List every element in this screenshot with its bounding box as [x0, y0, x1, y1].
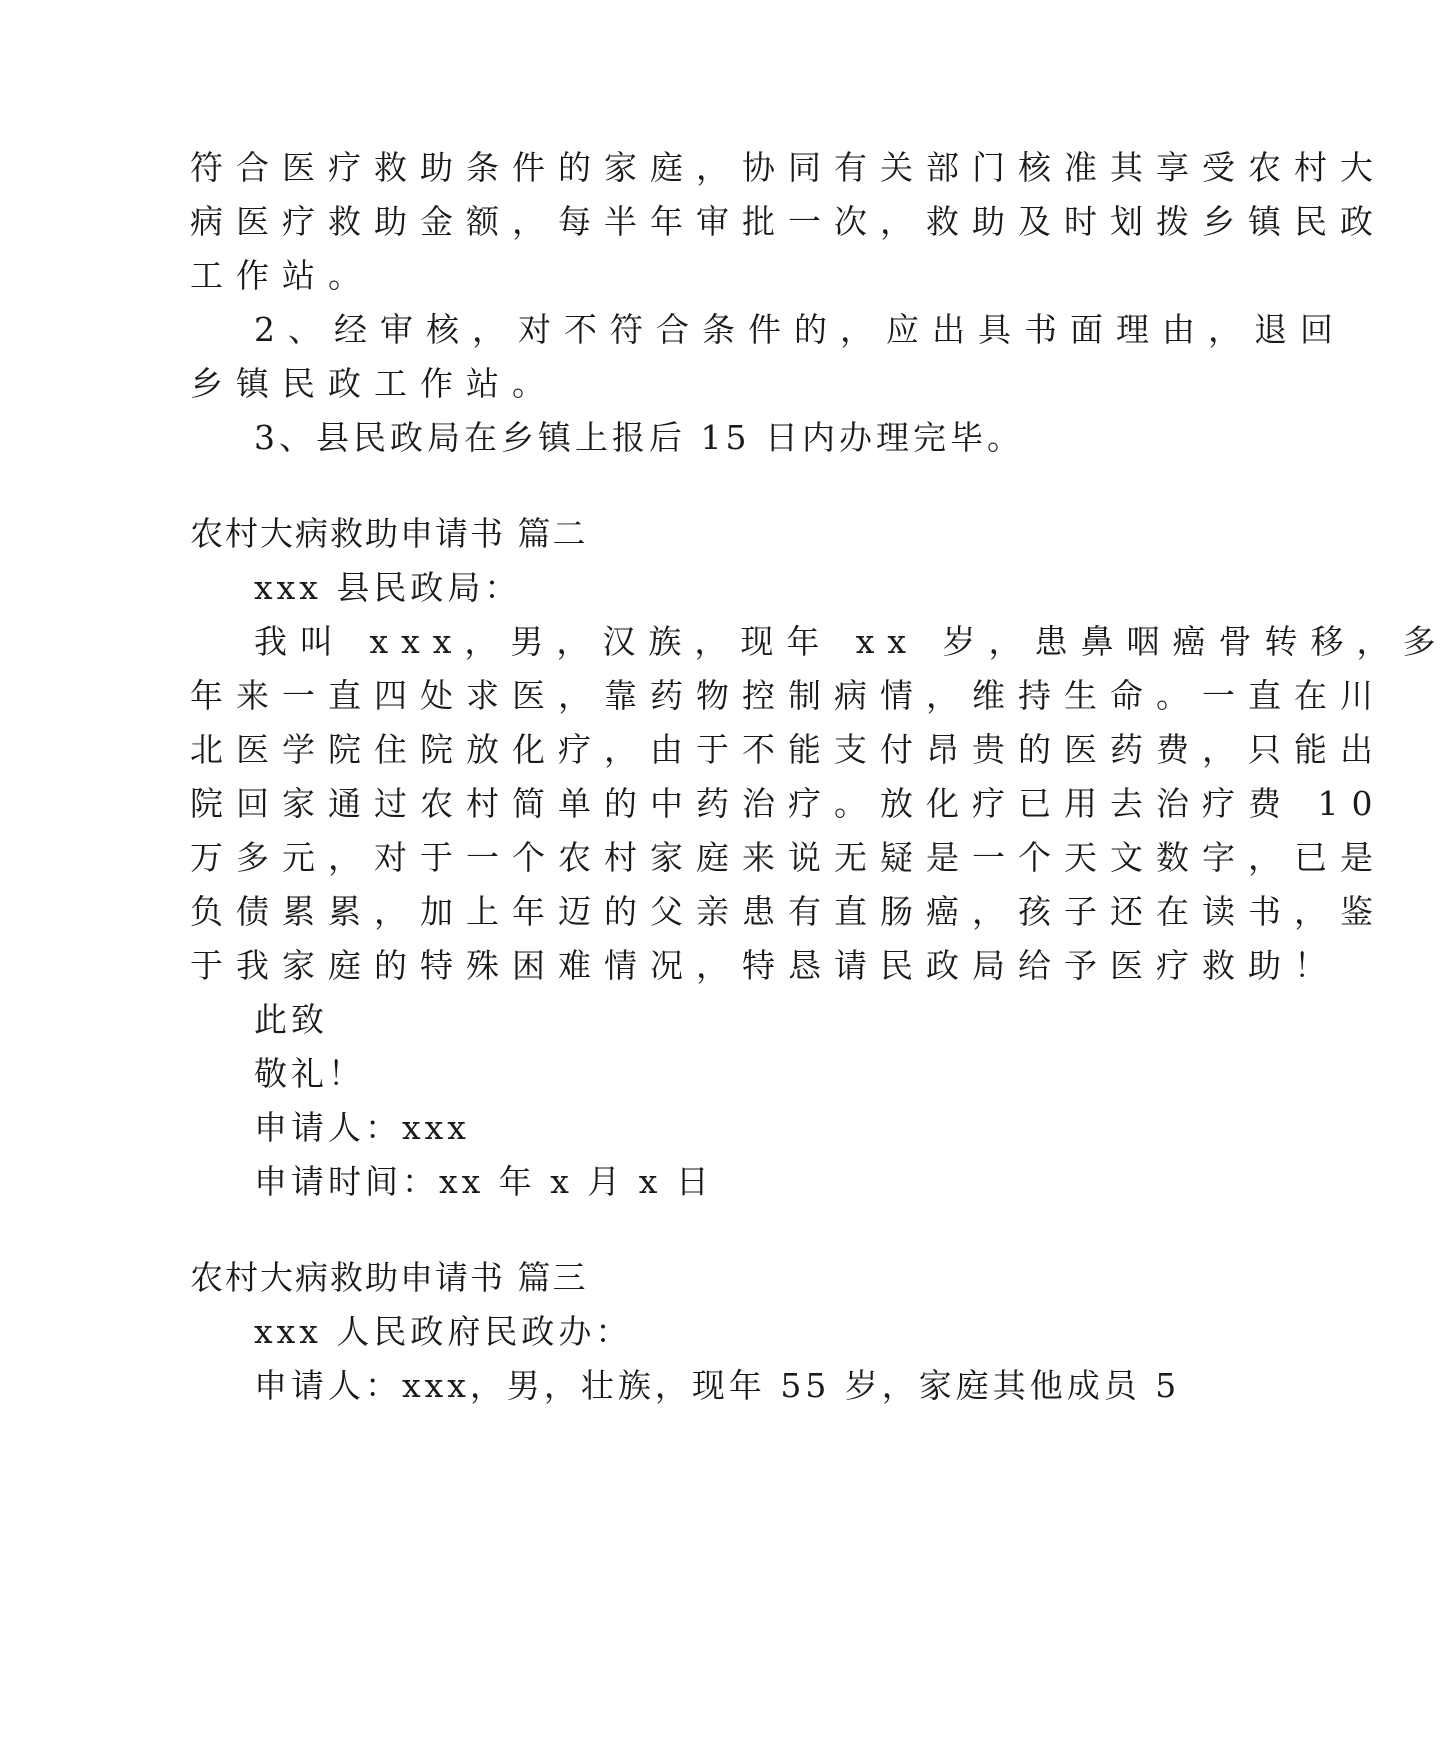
application-date: 申请时间：xx 年 x 月 x 日	[254, 1162, 713, 1201]
salutation: xxx 人民政府民政办：	[254, 1312, 633, 1351]
paragraph-line: 万多元，对于一个农村家庭来说无疑是一个天文数字，已是	[190, 838, 1386, 877]
paragraph-line: 符合医疗救助条件的家庭，协同有关部门核准其享受农村大	[190, 148, 1386, 187]
paragraph-line: 病医疗救助金额，每半年审批一次，救助及时划拨乡镇民政	[190, 202, 1386, 241]
paragraph-line: 乡镇民政工作站。	[190, 364, 558, 403]
paragraph-line: 北医学院住院放化疗，由于不能支付昂贵的医药费，只能出	[190, 730, 1386, 769]
paragraph-line: 院回家通过农村简单的中药治疗。放化疗已用去治疗费 10	[190, 784, 1386, 823]
closing: 敬礼！	[254, 1054, 365, 1093]
applicant-name: 申请人：xxx	[254, 1108, 470, 1147]
paragraph-line: 2、经审核，对不符合条件的，应出具书面理由，退回	[254, 310, 1346, 349]
paragraph-line: 负债累累，加上年迈的父亲患有直肠癌，孩子还在读书，鉴	[190, 892, 1386, 931]
paragraph-line: 我叫 xxx，男，汉族，现年 xx 岁，患鼻咽癌骨转移，多	[254, 622, 1449, 661]
paragraph-line: 3、县民政局在乡镇上报后 15 日内办理完毕。	[254, 418, 1024, 457]
salutation: xxx 县民政局：	[254, 568, 522, 607]
paragraph-line: 工作站。	[190, 256, 374, 295]
section-heading: 农村大病救助申请书 篇二	[190, 514, 588, 553]
section-heading: 农村大病救助申请书 篇三	[190, 1258, 588, 1297]
paragraph-line: 年来一直四处求医，靠药物控制病情，维持生命。一直在川	[190, 676, 1386, 715]
paragraph-line: 于我家庭的特殊困难情况，特恳请民政局给予医疗救助！	[190, 946, 1340, 985]
closing: 此致	[254, 1000, 328, 1039]
paragraph-line: 申请人：xxx，男，壮族，现年 55 岁，家庭其他成员 5	[254, 1366, 1181, 1405]
